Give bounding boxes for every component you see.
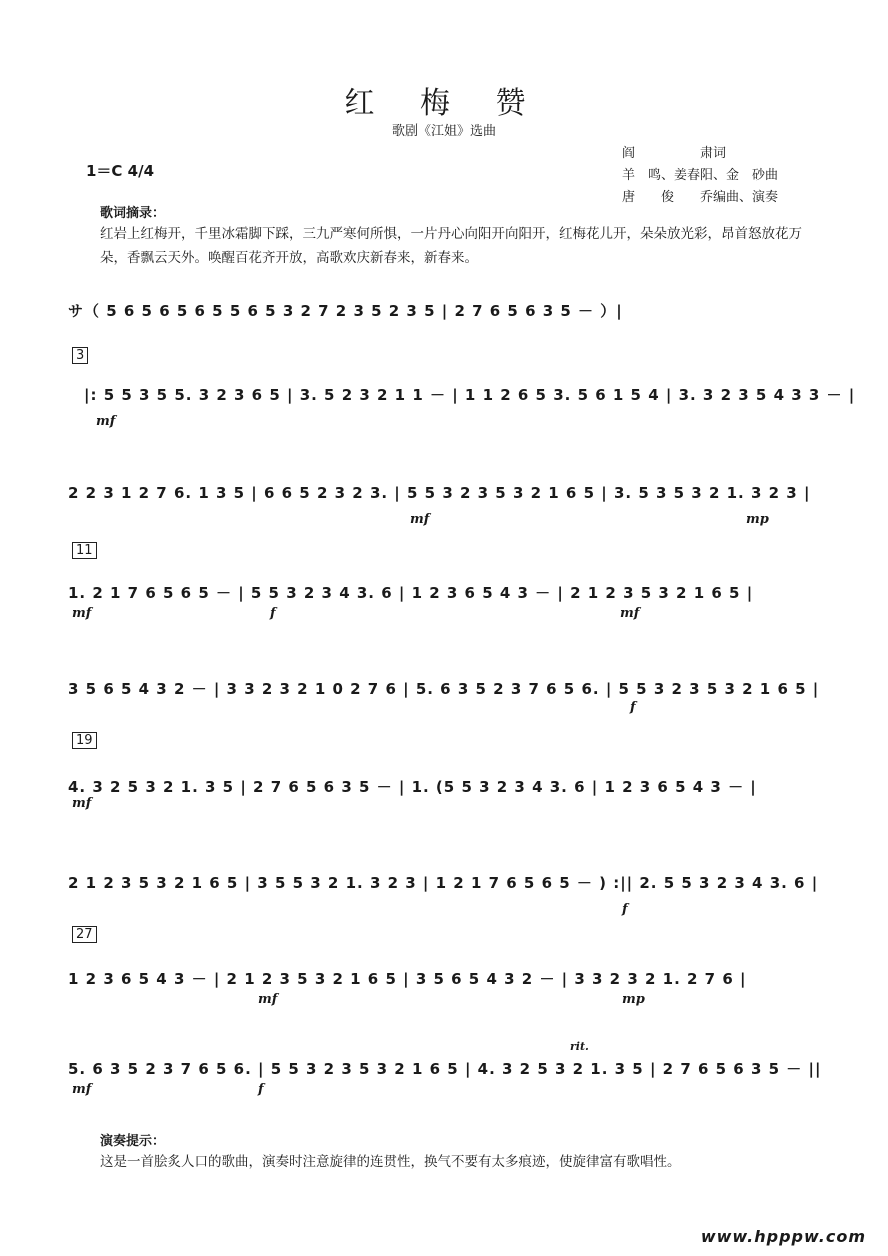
score-system: |: 5 5 3 5 5. 3 2 3 6 5 | 3. 5 2 3 2 1 1 － | 1 1 2 6 5 3. 5 6 1 5 4 | 3. 3 2 3 5 4 3 3 － | <box>84 386 856 404</box>
score-system: 2 2 3 1 2 7 6. 1 3 5 | 6 6 5 2 3 2 3. | 5 5 3 2 3 5 3 2 1 6 5 | 3. 5 3 5 3 2 1. 3 2 3 | <box>68 484 811 502</box>
dynamic-mark: f <box>258 1082 264 1097</box>
score-system: 4. 3 2 5 3 2 1. 3 5 | 2 7 6 5 6 3 5 － | 1. (5 5 3 2 3 4 3. 6 | 1 2 3 6 5 4 3 － | <box>68 778 757 796</box>
dynamic-mark: mp <box>746 512 769 527</box>
score-system: 2 1 2 3 5 3 2 1 6 5 | 3 5 5 3 2 1. 3 2 3 | 1 2 1 7 6 5 6 5 － ) :|| 2. 5 5 3 2 3 4 3. 6 | <box>68 874 819 892</box>
dynamic-mark: mf <box>72 796 92 811</box>
dynamic-mark: mf <box>72 1082 92 1097</box>
credit-lyricist: 阎 肃词 <box>622 146 727 161</box>
key-signature: 1＝C 4/4 <box>86 162 155 180</box>
hint-text: 这是一首脍炙人口的歌曲，演奏时注意旋律的连贯性，换气不要有太多痕迹，使旋律富有歌唱性。 <box>100 1154 681 1170</box>
measure-number: 11 <box>72 542 97 559</box>
site-watermark: www.hpppw.com <box>700 1227 866 1246</box>
measure-number: 27 <box>72 926 97 943</box>
dynamic-mark: mf <box>410 512 430 527</box>
lyrics-label: 歌词摘录： <box>100 206 166 221</box>
subtitle: 歌剧《江姐》选曲 <box>391 124 496 139</box>
score-system: 5. 6 3 5 2 3 7 6 5 6. | 5 5 3 2 3 5 3 2 1 6 5 | 4. 3 2 5 3 2 1. 3 5 | 2 7 6 5 6 3 5 － || <box>68 1060 822 1078</box>
measure-number: 3 <box>72 347 88 364</box>
dynamic-mark: f <box>630 700 636 715</box>
page-title: 红 梅 赞 <box>344 86 544 121</box>
credit-composers: 羊 鸣、姜春阳、金 砂曲 <box>622 168 779 183</box>
score-system: 1 2 3 6 5 4 3 － | 2 1 2 3 5 3 2 1 6 5 | 3 5 6 5 4 3 2 － | 3 3 2 3 2 1. 2 7 6 | <box>68 970 747 988</box>
hint-label: 演奏提示： <box>100 1134 166 1149</box>
score-intro: サ（ 5 6 5 6 5 6 5 5 6 5 3 2 7 2 3 5 2 3 5 | 2 7 6 5 6 3 5 － ）| <box>68 302 623 320</box>
dynamic-mark: mf <box>96 414 116 429</box>
dynamic-mark: mp <box>622 992 645 1007</box>
dynamic-mark: mf <box>620 606 640 621</box>
dynamic-mark: f <box>622 902 628 917</box>
credit-arranger: 唐 俊 乔编曲、演奏 <box>622 190 779 205</box>
dynamic-mark: mf <box>258 992 278 1007</box>
score-system: 1. 2 1 7 6 5 6 5 － | 5 5 3 2 3 4 3. 6 | 1 2 3 6 5 4 3 － | 2 1 2 3 5 3 2 1 6 5 | <box>68 584 754 602</box>
dynamic-mark: mf <box>72 606 92 621</box>
rit-mark: rit. <box>570 1040 589 1053</box>
score-system: 3 5 6 5 4 3 2 － | 3 3 2 3 2 1 0 2 7 6 | 5. 6 3 5 2 3 7 6 5 6. | 5 5 3 2 3 5 3 2 1 6 5 | <box>68 680 820 698</box>
lyrics-text: 红岩上红梅开，千里冰霜脚下踩，三九严寒何所惧，一片丹心向阳开向阳开，红梅花儿开，朵朵放光彩，昂首怒放花万朵，香飘云天外。唤醒百花齐开放，高歌欢庆新春来，新春来。 <box>100 226 802 266</box>
dynamic-mark: f <box>270 606 276 621</box>
measure-number: 19 <box>72 732 97 749</box>
